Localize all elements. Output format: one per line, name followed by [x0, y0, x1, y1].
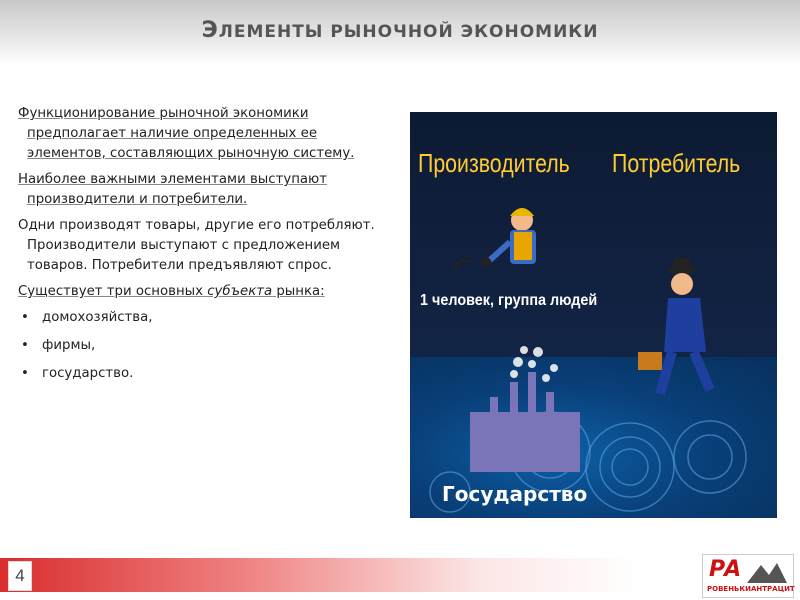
bullet-item: • домохозяйства, — [18, 308, 388, 328]
footer-bar — [0, 558, 800, 592]
title-rest: ЛЕМЕНТЫ РЫНОЧНОЙ ЭКОНОМИКИ — [218, 22, 599, 42]
state-label: Государство — [442, 482, 588, 506]
paragraph-3: Одни производят товары, другие его потребляют. Производители выступают с предложением товаров. Потребители предъявляют спрос. — [18, 218, 375, 273]
paragraph-4-suffix: рынка: — [272, 284, 325, 299]
consumer-label: Потребитель — [612, 148, 741, 178]
producer-label: Производитель — [418, 148, 570, 178]
worker-figure — [454, 208, 536, 270]
company-logo — [702, 554, 794, 598]
group-label: 1 человек, группа людей — [420, 292, 598, 309]
text-block — [18, 104, 388, 392]
page-number: 4 — [8, 561, 32, 591]
logo-mark: РА — [709, 557, 741, 582]
mine-icon — [747, 561, 787, 583]
paragraph-4-prefix: Существует три основных — [18, 284, 208, 299]
businessman-figure — [638, 258, 710, 394]
bullet-item: • государство. — [18, 364, 388, 384]
title-first-letter: Э — [201, 18, 219, 43]
paragraph-2: Наиболее важными элементами выступают производители и потребители. — [18, 172, 327, 207]
logo-caption: РОВЕНЬКИАНТРАЦИТ — [707, 585, 795, 593]
bullet-item: • фирмы, — [18, 336, 388, 356]
paragraph-4-emphasis: субъекта — [207, 284, 273, 299]
paragraph-1: Функционирование рыночной экономики предполагает наличие определенных ее элементов, составляющих рыночную систему. — [18, 106, 355, 161]
paragraph-4 — [18, 282, 388, 302]
market-illustration — [410, 112, 777, 518]
factory-figure — [470, 372, 580, 472]
slide-title — [0, 18, 800, 43]
